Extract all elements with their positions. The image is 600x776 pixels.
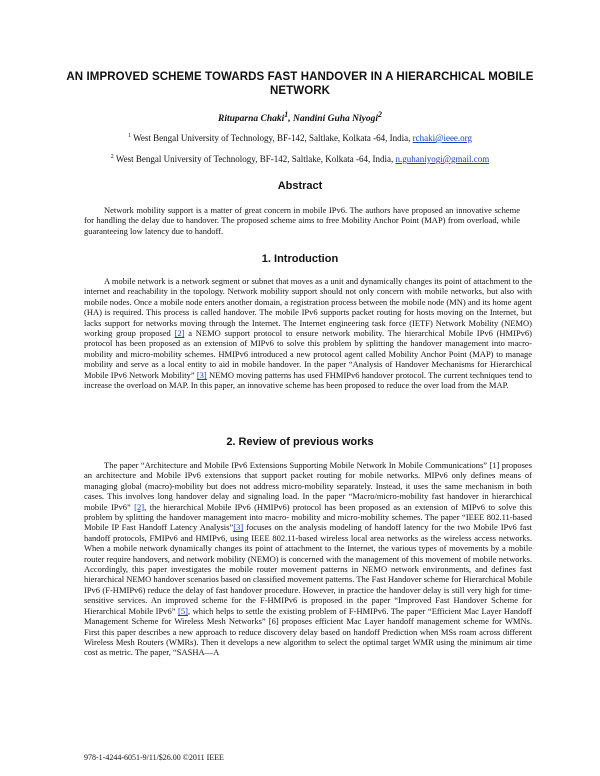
citation-link[interactable]: [2] [174,328,185,339]
paragraph-text: NEMO moving patterns has used FHMIPv6 handover protocol. The current techniques tend to increase the overload on MAP. In this paper, an innovative scheme has been proposed to reduce the over load from the MAP. [84,369,532,391]
affiliation-superscript: 1 [127,133,131,139]
paragraph-text: a NEMO support protocol to ensure network mobility. The hierarchical Mobile IPv6 (HMIPv6) protocol has been proposed as an extension of MIPv6 to solve this problem by splitting the handover management into macro-mobility and micro-mobility schemes. HMIPv6 introduced a new protocol agent called Mobility Anchor Point (MAP) to manage mobility and serve as a local entity to aid in mobile handover. In the paper “Analysis of Handover Mechanisms for Hierarchical Mobile IPv6 Network Mobility” [84,328,532,380]
affiliation-text: West Bengal University of Technology, BF-142, Saltlake, Kolkata -64, India, [130,133,413,143]
paragraph-text: focuses on the analysis modeling of handoff latency for the two Mobile IPv6 fast handoff protocols, FMIPv6 and HMIPv6, using IEEE 802.11-based wireless local area networks as the wireless access networks. When a mobile network dynamically changes its point of attachment to the Internet, the various types of movements by a mobile router require handovers, and network mobility (NEMO) is concerned with the management of this movement of mobile networks. Accordingly, this paper investigates the mobile router movement patterns in NEMO network environments, and defines fast hierarchical NEMO handover scenarios based on classified movement patterns. The Fast Handover scheme for Hierarchical Mobile IPv6 (F-HMIPv6) reduce the delay of fast handover procedure. However, in practice the handover delay is still very high for time-sensitive services. An improved scheme for the F-HMIPv6 is proposed in the paper “Improved Fast Handover Scheme for Hierarchical Mobile IPv6” [84,522,532,616]
citation-link[interactable]: [2] [134,501,145,512]
introduction-heading: 1. Introduction [261,253,339,265]
abstract-heading: Abstract [277,180,323,192]
citation-link[interactable]: [3] [233,522,244,533]
author-list [60,110,540,124]
affiliation-1 [60,133,540,143]
citation-link[interactable]: [5] [178,605,188,616]
affiliation-2 [60,154,540,164]
paper-title: AN IMPROVED SCHEME TOWARDS FAST HANDOVER IN A HIERARCHICAL MOBILE NETWORK [66,71,534,97]
abstract-text: Network mobility support is a matter of great concern in mobile IPv6. The authors have proposed an innovative scheme for handling the delay due to handover. The proposed scheme aims to free Mobility Anchor Point (MAP) from overload, while guaranteeing low latency due to handoff. [84,205,520,236]
author-name: Nandini Guha Niyogi [293,114,378,125]
email-link[interactable]: n.guhaniyogi@gmail.com [395,154,490,164]
email-link[interactable]: rchaki@ieee.org [412,133,473,143]
introduction-paragraph [84,276,532,390]
paragraph-text: A mobile network is a network segment or subnet that moves as a unit and dynamically changes its point of attachment to the internet and reachability in the topology. Network mobility support should not only concern with mobile networks, but also with mobile nodes. Once a mobile node enters another domain, a registration process between the mobile node (MN) and its home agent (HA) is required. This process is called handover. The mobile IPv6 supports packet routing for hosts moving on the Internet, but lacks support for networks moving through the Internet. The Internet engineering task force (IETF) Network Mobility (NEMO) working group proposed [84,276,532,339]
author-name: Rituparna Chaki [218,114,285,125]
review-heading: 2. Review of previous works [226,436,374,448]
citation-link[interactable]: [3] [196,369,207,380]
copyright-footer: 978-1-4244-6051-9/11/$26.00 ©2011 IEEE [84,753,224,762]
paragraph-text: The paper “Architecture and Mobile IPv6 Extensions Supporting Mobile Network In Mobile Communications” [1] proposes an architecture and Mobile IPv6 extensions that support packet routing for mobile networks. MIPv6 only defines means of managing global (macro)-mobility but does not address micro-mobility separately. Instead, it uses the same mechanism in both cases. This involves long handover delay and signaling load. In the paper “Macro/micro-mobility fast handover in hierarchical mobile IPv6” [84,460,532,512]
author-superscript: 1 [284,110,289,119]
author-superscript: 2 [378,110,382,119]
paragraph-text: , the hierarchical Mobile IPv6 (HMIPv6) protocol has been proposed as an extension of MIPv6 to solve this problem by splitting the handover management into macro- mobility and micro-mobility schemes. The paper “IEEE 802.11-based Mobile IP Fast Handoff Latency Analysis” [84,501,532,533]
affiliation-superscript: 2 [110,154,114,160]
affiliation-text: West Bengal University of Technology, BF-142, Saltlake, Kolkata -64, India, [113,154,396,164]
review-paragraph [84,460,532,658]
paragraph-text: , which helps to settle the existing problem of F-HMIPv6. The paper “Efficient Mac Layer Handoff Management Scheme for Wireless Mesh Networks” [6] proposes efficient Mac Layer handoff management scheme for WMNs. First this paper describes a new approach to reduce discovery delay based on handoff Prediction when MSs roam across different Wireless Mesh Routers (WMRs). Then it develops a new algorithm to select the optimal target WMR using the minimum air time cost as metric. The paper, “SASHA—A [84,605,532,658]
author-separator: , [288,114,293,125]
